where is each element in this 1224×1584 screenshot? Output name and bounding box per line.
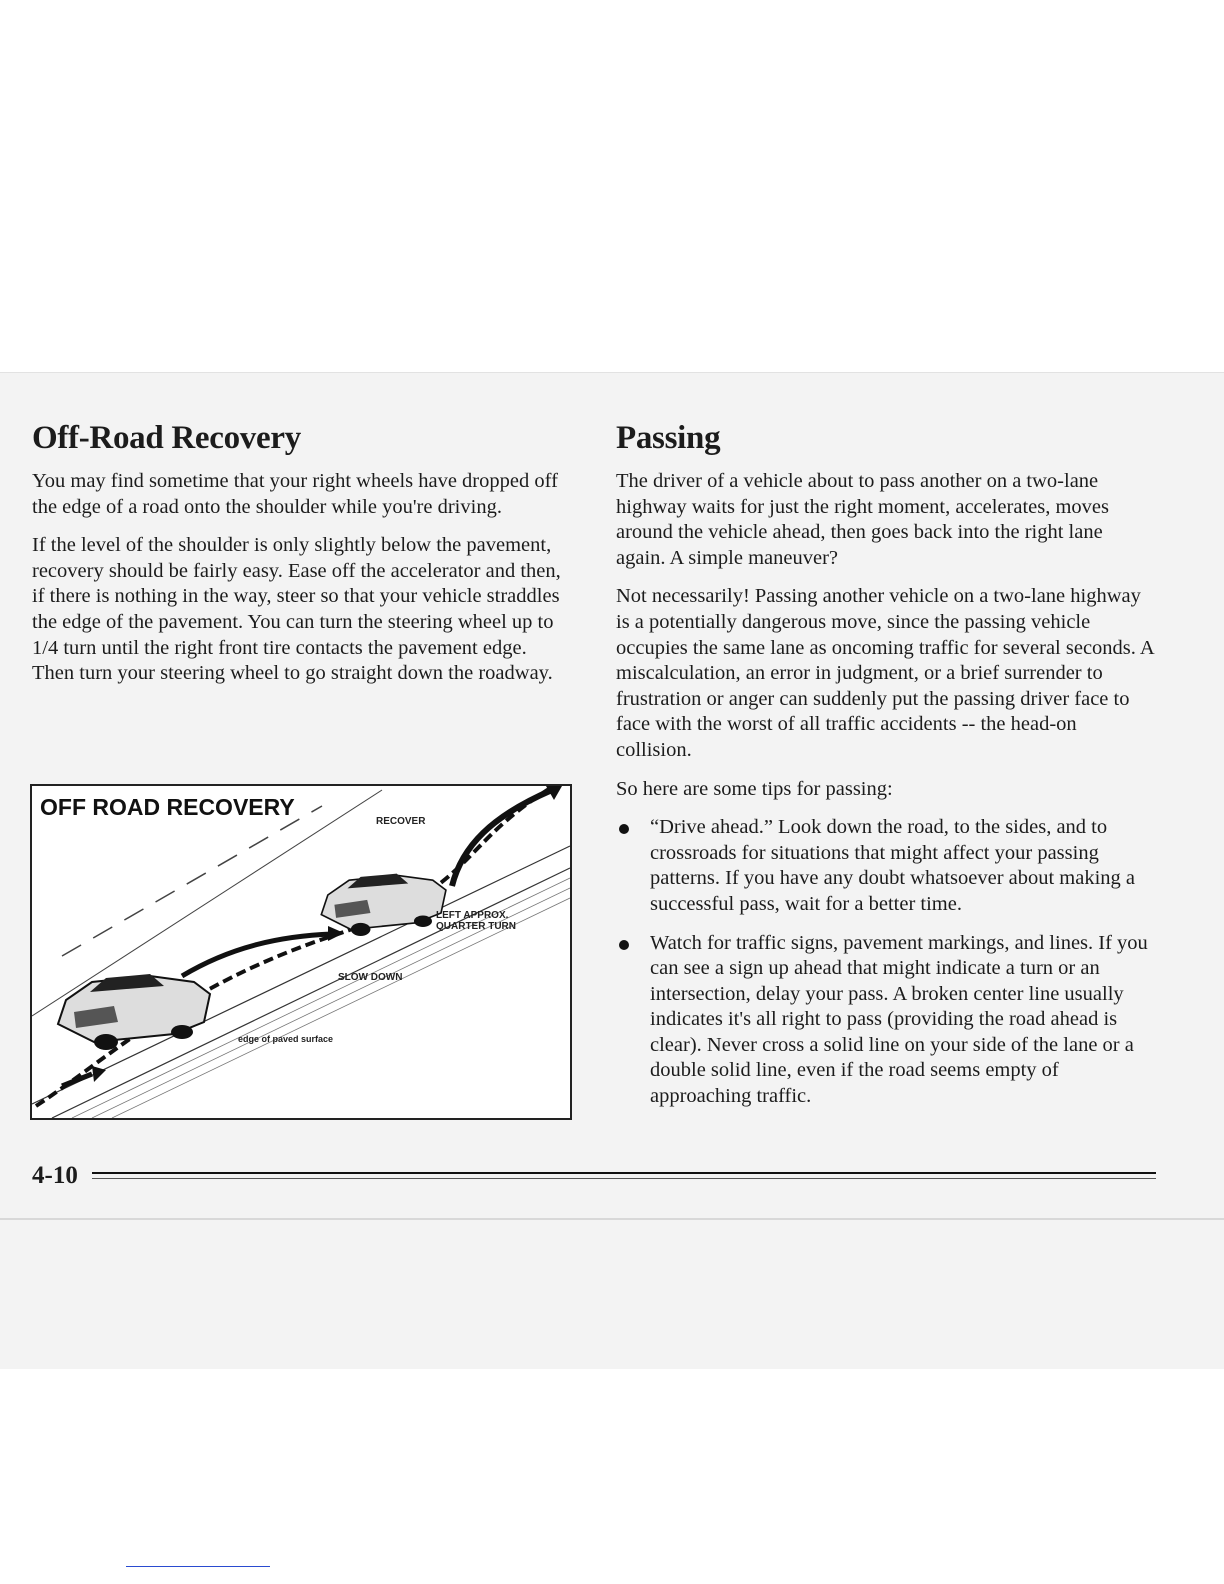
bullet-icon	[619, 824, 629, 834]
page-number: 4-10	[32, 1162, 78, 1189]
passing-tips-list	[616, 815, 1156, 1110]
paragraph: If the level of the shoulder is only slightly below the pavement, recovery should be fairly easy. Ease off the accelerator and then, if there is nothing in the way, steer so that your vehicle straddles the edge of the pavement. You can turn the steering wheel up to 1/4 turn until the right front tire contacts the pavement edge. Then turn your steering wheel to go straight down the roadway.	[32, 534, 561, 685]
edge-of-paved-surface-label: edge of paved surface	[238, 1034, 334, 1044]
paragraph: You may find sometime that your right wheels have dropped off the edge of a road onto the shoulder while you're driving.	[32, 470, 558, 518]
heading-off-road-recovery: Off-Road Recovery	[32, 420, 301, 456]
left-turn-label: LEFT APPROX. QUARTER TURN	[436, 910, 516, 932]
tip-text: Watch for traffic signs, pavement markings, and lines. If you can see a sign up ahead that might indicate a turn or an intersection, delay your pass. A broken center line usually indicates it's all right to pass (providing the road ahead is clear). Never cross a solid line on your side of the lane or a double solid line, even if the road seems empty of approaching traffic.	[650, 931, 1148, 1108]
recover-arrow	[452, 790, 552, 886]
car-icon	[58, 974, 210, 1050]
right-column	[616, 420, 1156, 1123]
slow-down-arrow	[182, 934, 332, 976]
paragraph: Not necessarily! Passing another vehicle on a two-lane highway is a potentially dangerous move, since the passing vehicle occupies the same lane as oncoming traffic for several seconds. A miscalculation, an error in judgment, or a brief surrender to frustration or anger can suddenly put the passing driver face to face with the worst of all traffic accidents -- the head-on collision.	[616, 585, 1154, 761]
heading-passing: Passing	[616, 420, 721, 456]
road-illustration	[32, 786, 570, 1118]
car-icon	[321, 874, 446, 936]
center-line	[62, 806, 322, 956]
bottom-link-underline[interactable]	[126, 1566, 270, 1567]
road-edge-line	[32, 846, 570, 1104]
sheet-edge	[0, 1218, 1224, 1220]
paragraph: So here are some tips for passing:	[616, 777, 893, 800]
tip-text: “Drive ahead.” Look down the road, to the sides, and to crossroads for situations that might affect your passing patterns. If you have any doubt whatsoever about making a successful pass, wait for a better time.	[650, 816, 1136, 915]
paragraph: The driver of a vehicle about to pass another on a two-lane highway waits for just the right moment, accelerates, moves around the vehicle ahead, then goes back into the right lane again. A simple maneuver?	[616, 470, 1110, 569]
left-column	[32, 420, 572, 700]
arrow-head-mid	[328, 926, 344, 941]
list-item	[616, 815, 1156, 917]
bullet-icon	[619, 940, 629, 950]
slow-down-label: SLOW DOWN	[338, 972, 403, 983]
list-item	[616, 931, 1156, 1110]
footer-rule	[92, 1172, 1156, 1179]
figure-title: OFF ROAD RECOVERY	[40, 794, 295, 820]
off-road-recovery-figure	[30, 784, 572, 1120]
arrow-head-start	[92, 1066, 106, 1082]
recover-label: RECOVER	[376, 816, 426, 827]
